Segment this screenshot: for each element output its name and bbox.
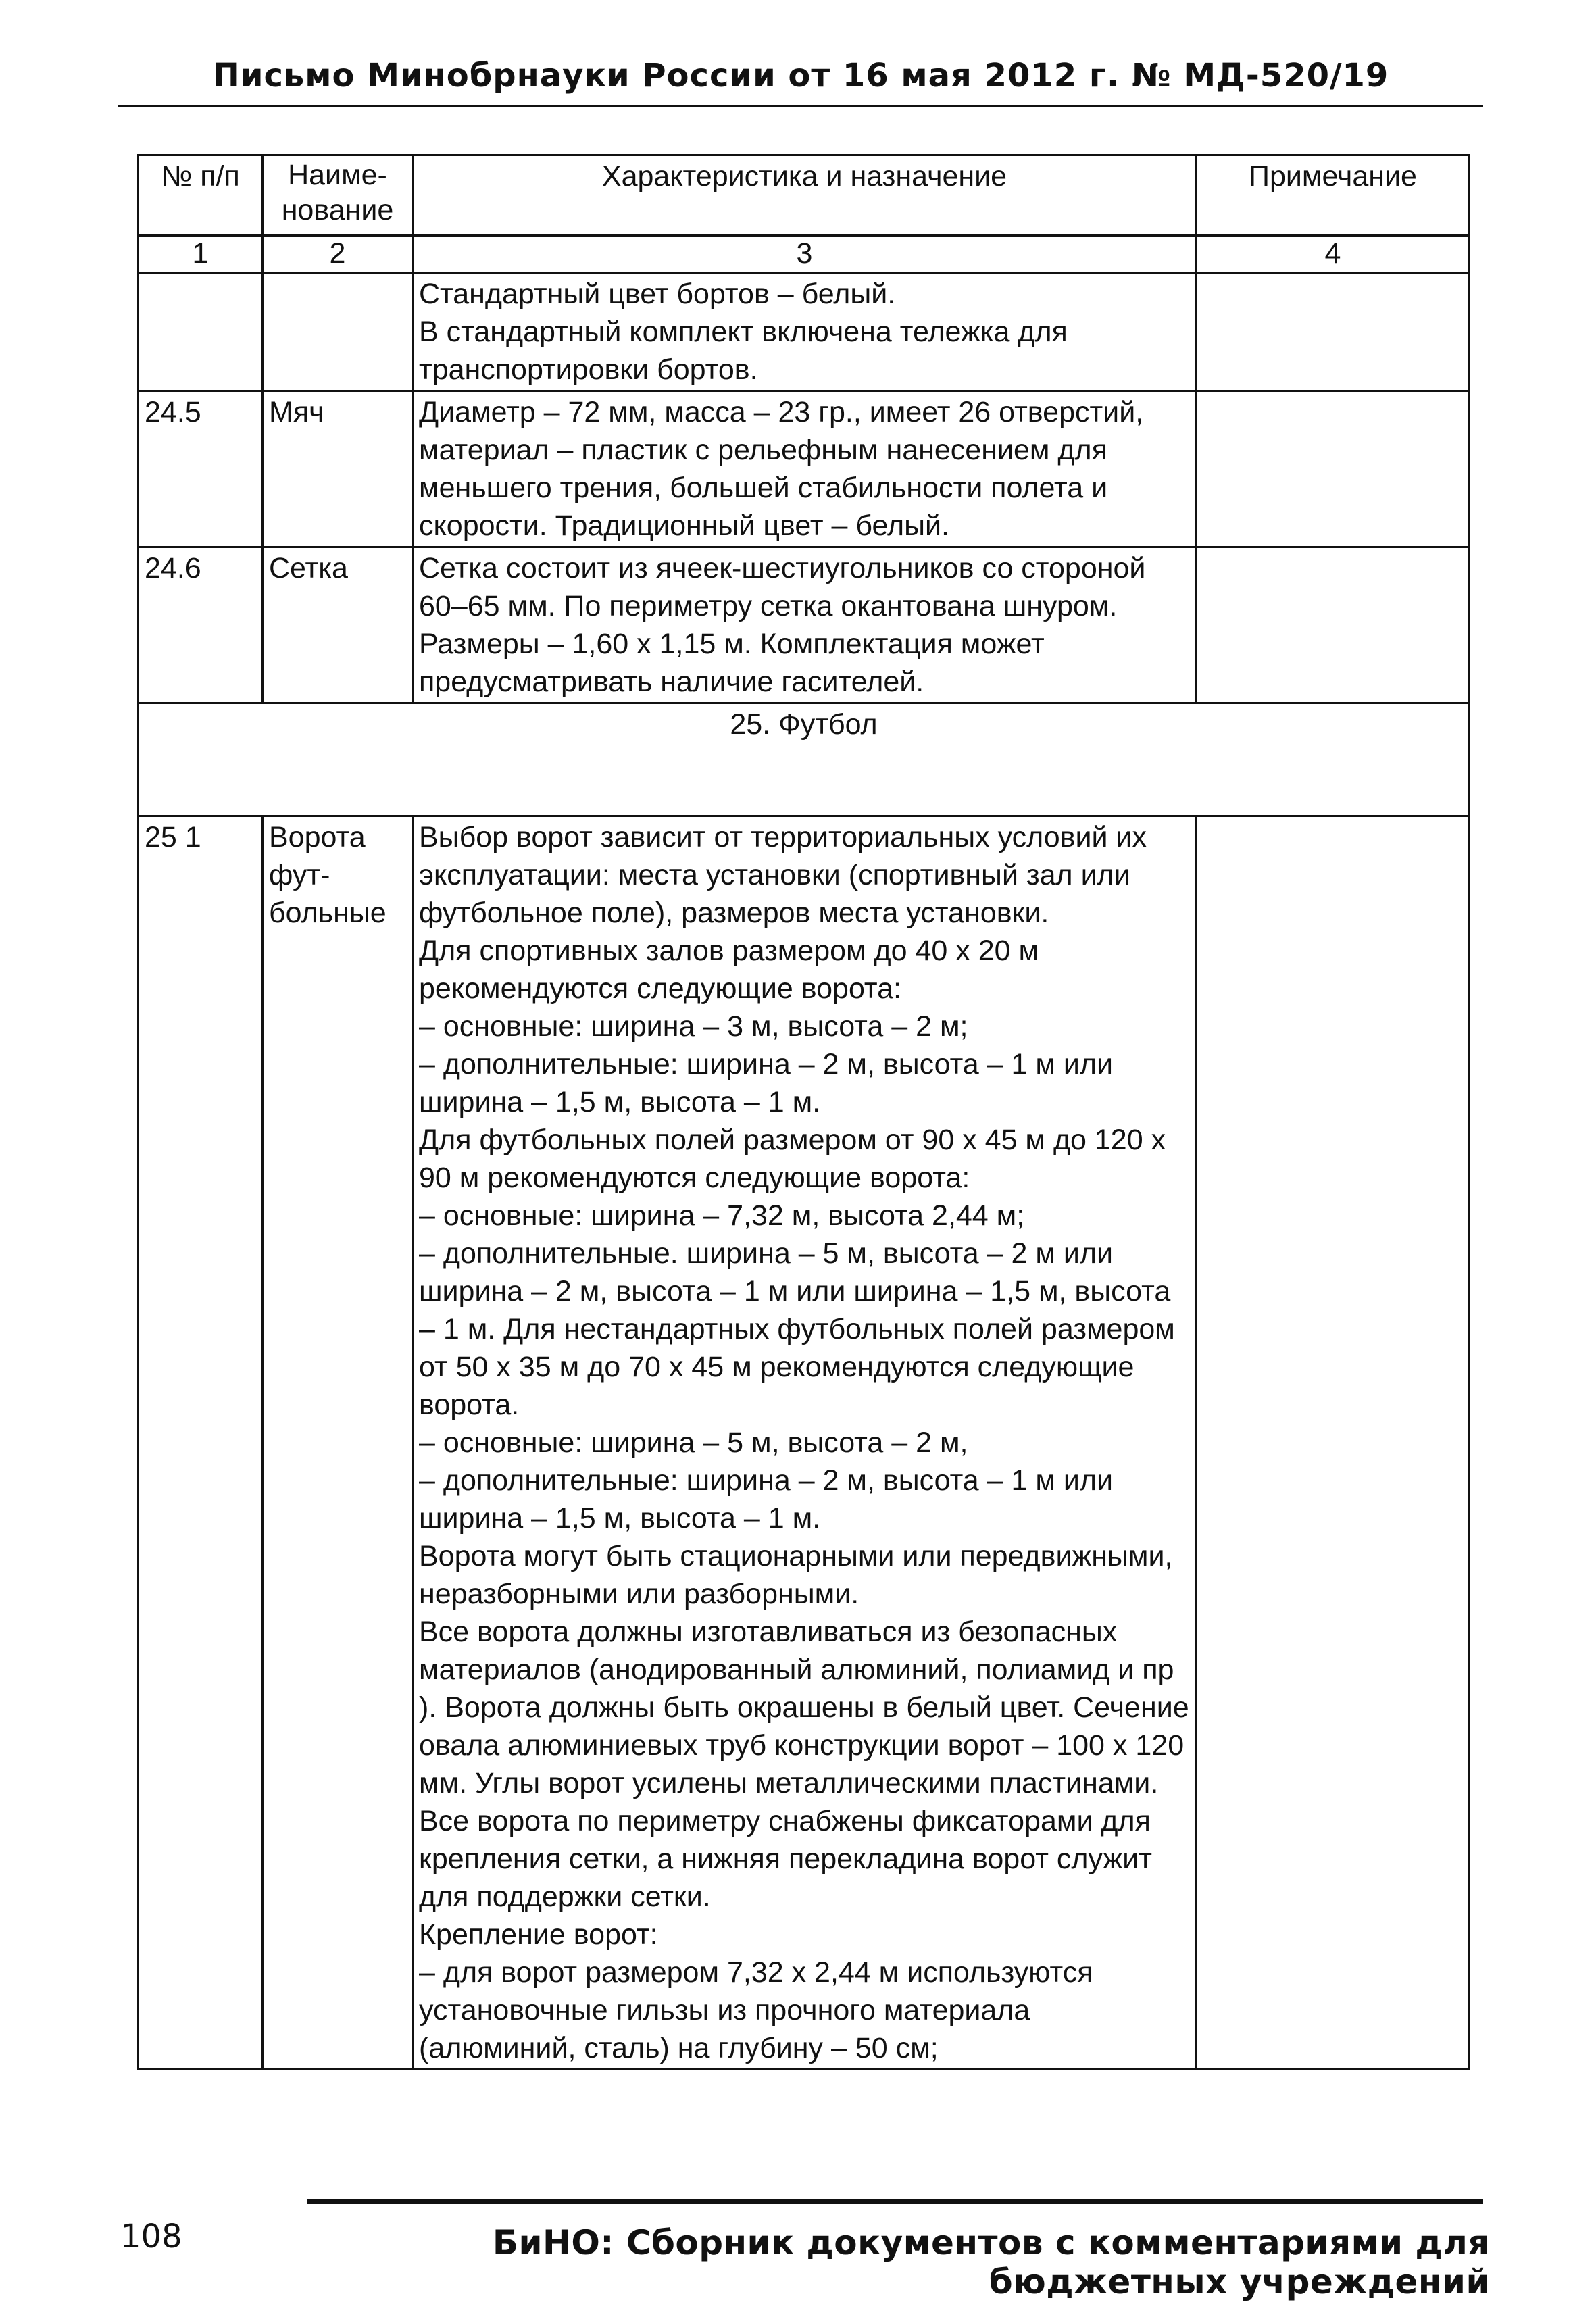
- column-number: 3: [413, 236, 1197, 273]
- table-row: [139, 816, 1470, 2070]
- column-header-note: Примечание: [1197, 155, 1470, 236]
- column-header-name: Наиме- нование: [263, 155, 413, 236]
- table-row: [139, 273, 1470, 391]
- row-description: Стандартный цвет бортов – белый. В стандартный комплект включена тележка для транспортировки бортов.: [413, 273, 1197, 391]
- row-name: Мяч: [263, 391, 413, 547]
- row-description: Сетка состоит из ячеек-шестиугольников со стороной 60–65 мм. По периметру сетка окантована шнуром. Размеры – 1,60 х 1,15 м. Комплектация может предусматривать наличие гасителей.: [413, 547, 1197, 703]
- row-number: 25 1: [139, 816, 263, 2070]
- column-number: 2: [263, 236, 413, 273]
- footer-rule: [307, 2199, 1483, 2204]
- table-header-row: [139, 155, 1470, 236]
- column-number: 1: [139, 236, 263, 273]
- table-row: [139, 391, 1470, 547]
- column-number-row: [139, 236, 1470, 273]
- row-name: Сетка: [263, 547, 413, 703]
- section-heading: 25. Футбол: [139, 703, 1470, 816]
- row-number: 24.6: [139, 547, 263, 703]
- row-name: Ворота фут- больные: [263, 816, 413, 2070]
- column-number: 4: [1197, 236, 1470, 273]
- column-header-description: Характеристика и назначение: [413, 155, 1197, 236]
- row-number: 24.5: [139, 391, 263, 547]
- row-note: [1197, 391, 1470, 547]
- row-name: [263, 273, 413, 391]
- specification-table: [137, 154, 1470, 2070]
- header-rule: [118, 105, 1483, 107]
- running-header: Письмо Минобрнауки России от 16 мая 2012 г. № МД-520/19: [212, 57, 1389, 95]
- table-row: [139, 547, 1470, 703]
- row-number: [139, 273, 263, 391]
- row-note: [1197, 816, 1470, 2070]
- row-description: Выбор ворот зависит от территориальных условий их эксплуатации: места установки (спортивный зал или футбольное поле), размеров места установки. Для спортивных залов размером до 40 х 20 м рекомендуются следующие ворота: – основные: ширина – 3 м, высота – 2 м; – дополнительные: ширина – 2 м, высота – 1 м или ширина – 1,5 м, высота – 1 м. Для футбольных полей размером от 90 х 45 м до 120 х 90 м рекомендуются следующие ворота: – основные: ширина – 7,32 м, высота 2,44 м; – дополнительные. ширина – 5 м, высота – 2 м или ширина – 2 м, высота – 1 м или ширина – 1,5 м, высота – 1 м. Для нестандартных футбольных полей размером от 50 х 35 м до 70 х 45 м рекомендуются следующие ворота. – основные: ширина – 5 м, высота – 2 м, – дополнительные: ширина – 2 м, высота – 1 м или ширина – 1,5 м, высота – 1 м. Ворота могут быть стационарными или передвижными, неразборными или разборными. Все ворота должны изготавливаться из безопасных материалов (анодированный алюминий, полиамид и пр ). Ворота должны быть окрашены в белый цвет. Сечение овала алюминиевых труб конструкции ворот – 100 х 120 мм. Углы ворот усилены металлическими пластинами. Все ворота по периметру снабжены фиксаторами для крепления сетки, а нижняя перекладина ворот служит для поддержки сетки. Крепление ворот: – для ворот размером 7,32 х 2,44 м используются установочные гильзы из прочного материала (алюминий, сталь) на глубину – 50 см;: [413, 816, 1197, 2070]
- section-heading-row: [139, 703, 1470, 816]
- page-number: 108: [120, 2218, 182, 2256]
- column-header-number: № п/п: [139, 155, 263, 236]
- footer-title: БиНО: Сборник документов с комментариями для бюджетных учреждений: [492, 2223, 1490, 2301]
- row-note: [1197, 273, 1470, 391]
- row-note: [1197, 547, 1470, 703]
- row-description: Диаметр – 72 мм, масса – 23 гр., имеет 26 отверстий, материал – пластик с рельефным нанесением для меньшего трения, большей стабильности полета и скорости. Традиционный цвет – белый.: [413, 391, 1197, 547]
